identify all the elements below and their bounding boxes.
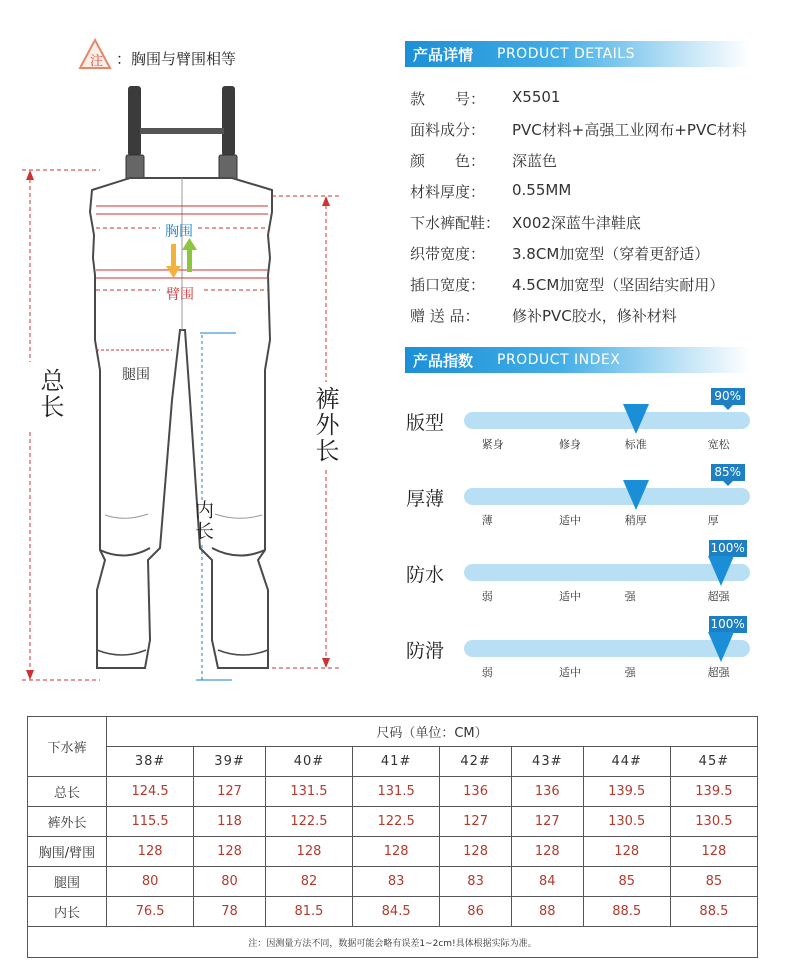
value-cell: 76.5	[107, 897, 194, 927]
index-tick: 强	[624, 590, 636, 603]
index-header-en: PRODUCT INDEX	[497, 352, 621, 368]
index-tick: 强	[624, 666, 636, 679]
product-index-header	[405, 347, 750, 373]
size-cell: 42#	[440, 747, 512, 777]
value-cell: 130.5	[670, 807, 757, 837]
size-cell: 38#	[107, 747, 194, 777]
detail-key: 材料厚度：	[410, 183, 486, 201]
index-tick: 稍厚	[624, 514, 647, 527]
value-cell: 127	[511, 807, 583, 837]
value-cell: 86	[440, 897, 512, 927]
value-cell: 88	[511, 897, 583, 927]
value-cell: 83	[440, 867, 512, 897]
row-label: 总长	[28, 777, 107, 807]
details-header-en: PRODUCT DETAILS	[497, 46, 635, 62]
table-header-row	[28, 717, 758, 747]
value-cell: 128	[265, 837, 352, 867]
table-note: 注：因测量方法不同，数据可能会略有误差1~2cm!具体根据实际为准。	[28, 927, 758, 958]
chest-label: 胸围	[165, 224, 193, 240]
index-name: 防滑	[406, 640, 445, 662]
value-cell: 128	[440, 837, 512, 867]
detail-value: 修补PVC胶水，修补材料	[512, 307, 677, 325]
arm-label: 臂围	[166, 287, 194, 303]
value-cell: 130.5	[583, 807, 670, 837]
size-cell: 44#	[583, 747, 670, 777]
index-tick: 薄	[481, 514, 493, 527]
value-cell: 80	[107, 867, 194, 897]
value-cell: 82	[265, 867, 352, 897]
size-cell: 45#	[670, 747, 757, 777]
value-cell: 83	[353, 867, 440, 897]
index-pointer	[623, 480, 649, 510]
index-badge: 90%	[711, 388, 745, 405]
value-cell: 128	[353, 837, 440, 867]
value-cell: 88.5	[583, 897, 670, 927]
table-sizes-row	[28, 747, 758, 777]
detail-key: 款 号：	[410, 90, 486, 108]
index-header-cn: 产品指数	[413, 352, 474, 370]
value-cell: 128	[583, 837, 670, 867]
index-bar	[464, 564, 750, 581]
row-label: 裤外长	[28, 807, 107, 837]
outer-length-label: 裤外长	[311, 386, 339, 464]
note-text: ：胸围与臂围相等	[116, 50, 237, 68]
detail-key: 织带宽度：	[410, 245, 486, 263]
index-pointer	[708, 556, 734, 586]
detail-key: 插口宽度：	[410, 276, 486, 294]
detail-value: 4.5CM加宽型（坚固结实耐用）	[512, 276, 725, 294]
thigh-label: 腿围	[122, 367, 150, 383]
note-symbol: 注	[90, 54, 104, 69]
detail-value: X5501	[512, 88, 561, 106]
index-item	[405, 464, 755, 544]
value-cell: 128	[107, 837, 194, 867]
index-item	[405, 540, 755, 620]
value-cell: 85	[670, 867, 757, 897]
value-cell: 127	[440, 807, 512, 837]
total-length-label: 总长	[36, 368, 64, 420]
index-item	[405, 388, 755, 468]
value-cell: 128	[194, 837, 266, 867]
detail-value: 0.55MM	[512, 181, 572, 199]
table-row	[28, 807, 758, 837]
index-tick: 弱	[481, 666, 493, 679]
size-cell: 40#	[265, 747, 352, 777]
value-cell: 81.5	[265, 897, 352, 927]
detail-value: 3.8CM加宽型（穿着更舒适）	[512, 245, 710, 263]
value-cell: 139.5	[670, 777, 757, 807]
index-tick: 标准	[624, 438, 647, 451]
index-tick: 适中	[558, 514, 581, 527]
detail-key: 面料成分：	[410, 121, 486, 139]
index-tick: 厚	[707, 514, 719, 527]
table-row	[28, 867, 758, 897]
row-label: 腿围	[28, 867, 107, 897]
value-cell: 128	[670, 837, 757, 867]
product-details-header	[405, 41, 750, 67]
index-tick: 适中	[558, 666, 581, 679]
index-bar	[464, 488, 750, 505]
index-tick: 宽松	[707, 438, 730, 451]
value-cell: 118	[194, 807, 266, 837]
row-label: 胸围/臂围	[28, 837, 107, 867]
index-tick: 超强	[707, 666, 730, 679]
table-corner: 下水裤	[28, 717, 107, 777]
table-row	[28, 777, 758, 807]
index-item	[405, 616, 755, 696]
table-row	[28, 837, 758, 867]
value-cell: 88.5	[670, 897, 757, 927]
value-cell: 136	[440, 777, 512, 807]
table-size-header: 尺码（单位：CM）	[107, 717, 758, 747]
value-cell: 122.5	[353, 807, 440, 837]
size-cell: 39#	[194, 747, 266, 777]
value-cell: 122.5	[265, 807, 352, 837]
value-cell: 85	[583, 867, 670, 897]
table-note-row	[28, 927, 758, 958]
size-cell: 43#	[511, 747, 583, 777]
table-row	[28, 897, 758, 927]
value-cell: 124.5	[107, 777, 194, 807]
index-pointer	[623, 404, 649, 434]
index-tick: 超强	[707, 590, 730, 603]
detail-value: PVC材料+高强工业网布+PVC材料	[512, 121, 747, 139]
index-pointer	[708, 632, 734, 662]
inner-length-label: 内长	[192, 500, 214, 542]
index-tick: 修身	[558, 438, 581, 451]
detail-value: 深蓝色	[512, 152, 558, 170]
detail-key: 下水裤配鞋：	[410, 214, 501, 232]
value-cell: 84.5	[353, 897, 440, 927]
value-cell: 115.5	[107, 807, 194, 837]
index-tick: 弱	[481, 590, 493, 603]
index-badge: 100%	[710, 617, 745, 631]
index-tick: 适中	[558, 590, 581, 603]
size-cell: 41#	[353, 747, 440, 777]
value-cell: 78	[194, 897, 266, 927]
index-bar	[464, 412, 750, 429]
detail-key: 赠 送 品：	[410, 307, 480, 325]
product-figure	[0, 0, 395, 700]
value-cell: 131.5	[265, 777, 352, 807]
index-bar	[464, 640, 750, 657]
index-name: 厚薄	[406, 488, 445, 510]
index-badge: 100%	[710, 541, 745, 555]
details-header-cn: 产品详情	[413, 46, 474, 64]
index-name: 版型	[406, 412, 445, 434]
value-cell: 84	[511, 867, 583, 897]
value-cell: 131.5	[353, 777, 440, 807]
value-cell: 127	[194, 777, 266, 807]
detail-key: 颜 色：	[410, 152, 486, 170]
index-name: 防水	[406, 564, 445, 586]
detail-value: X002深蓝牛津鞋底	[512, 214, 641, 232]
index-tick: 紧身	[481, 438, 504, 451]
value-cell: 128	[511, 837, 583, 867]
size-table	[27, 716, 758, 958]
row-label: 内长	[28, 897, 107, 927]
wader-illustration	[0, 0, 395, 700]
index-badge: 85%	[711, 464, 745, 481]
value-cell: 139.5	[583, 777, 670, 807]
value-cell: 136	[511, 777, 583, 807]
value-cell: 80	[194, 867, 266, 897]
